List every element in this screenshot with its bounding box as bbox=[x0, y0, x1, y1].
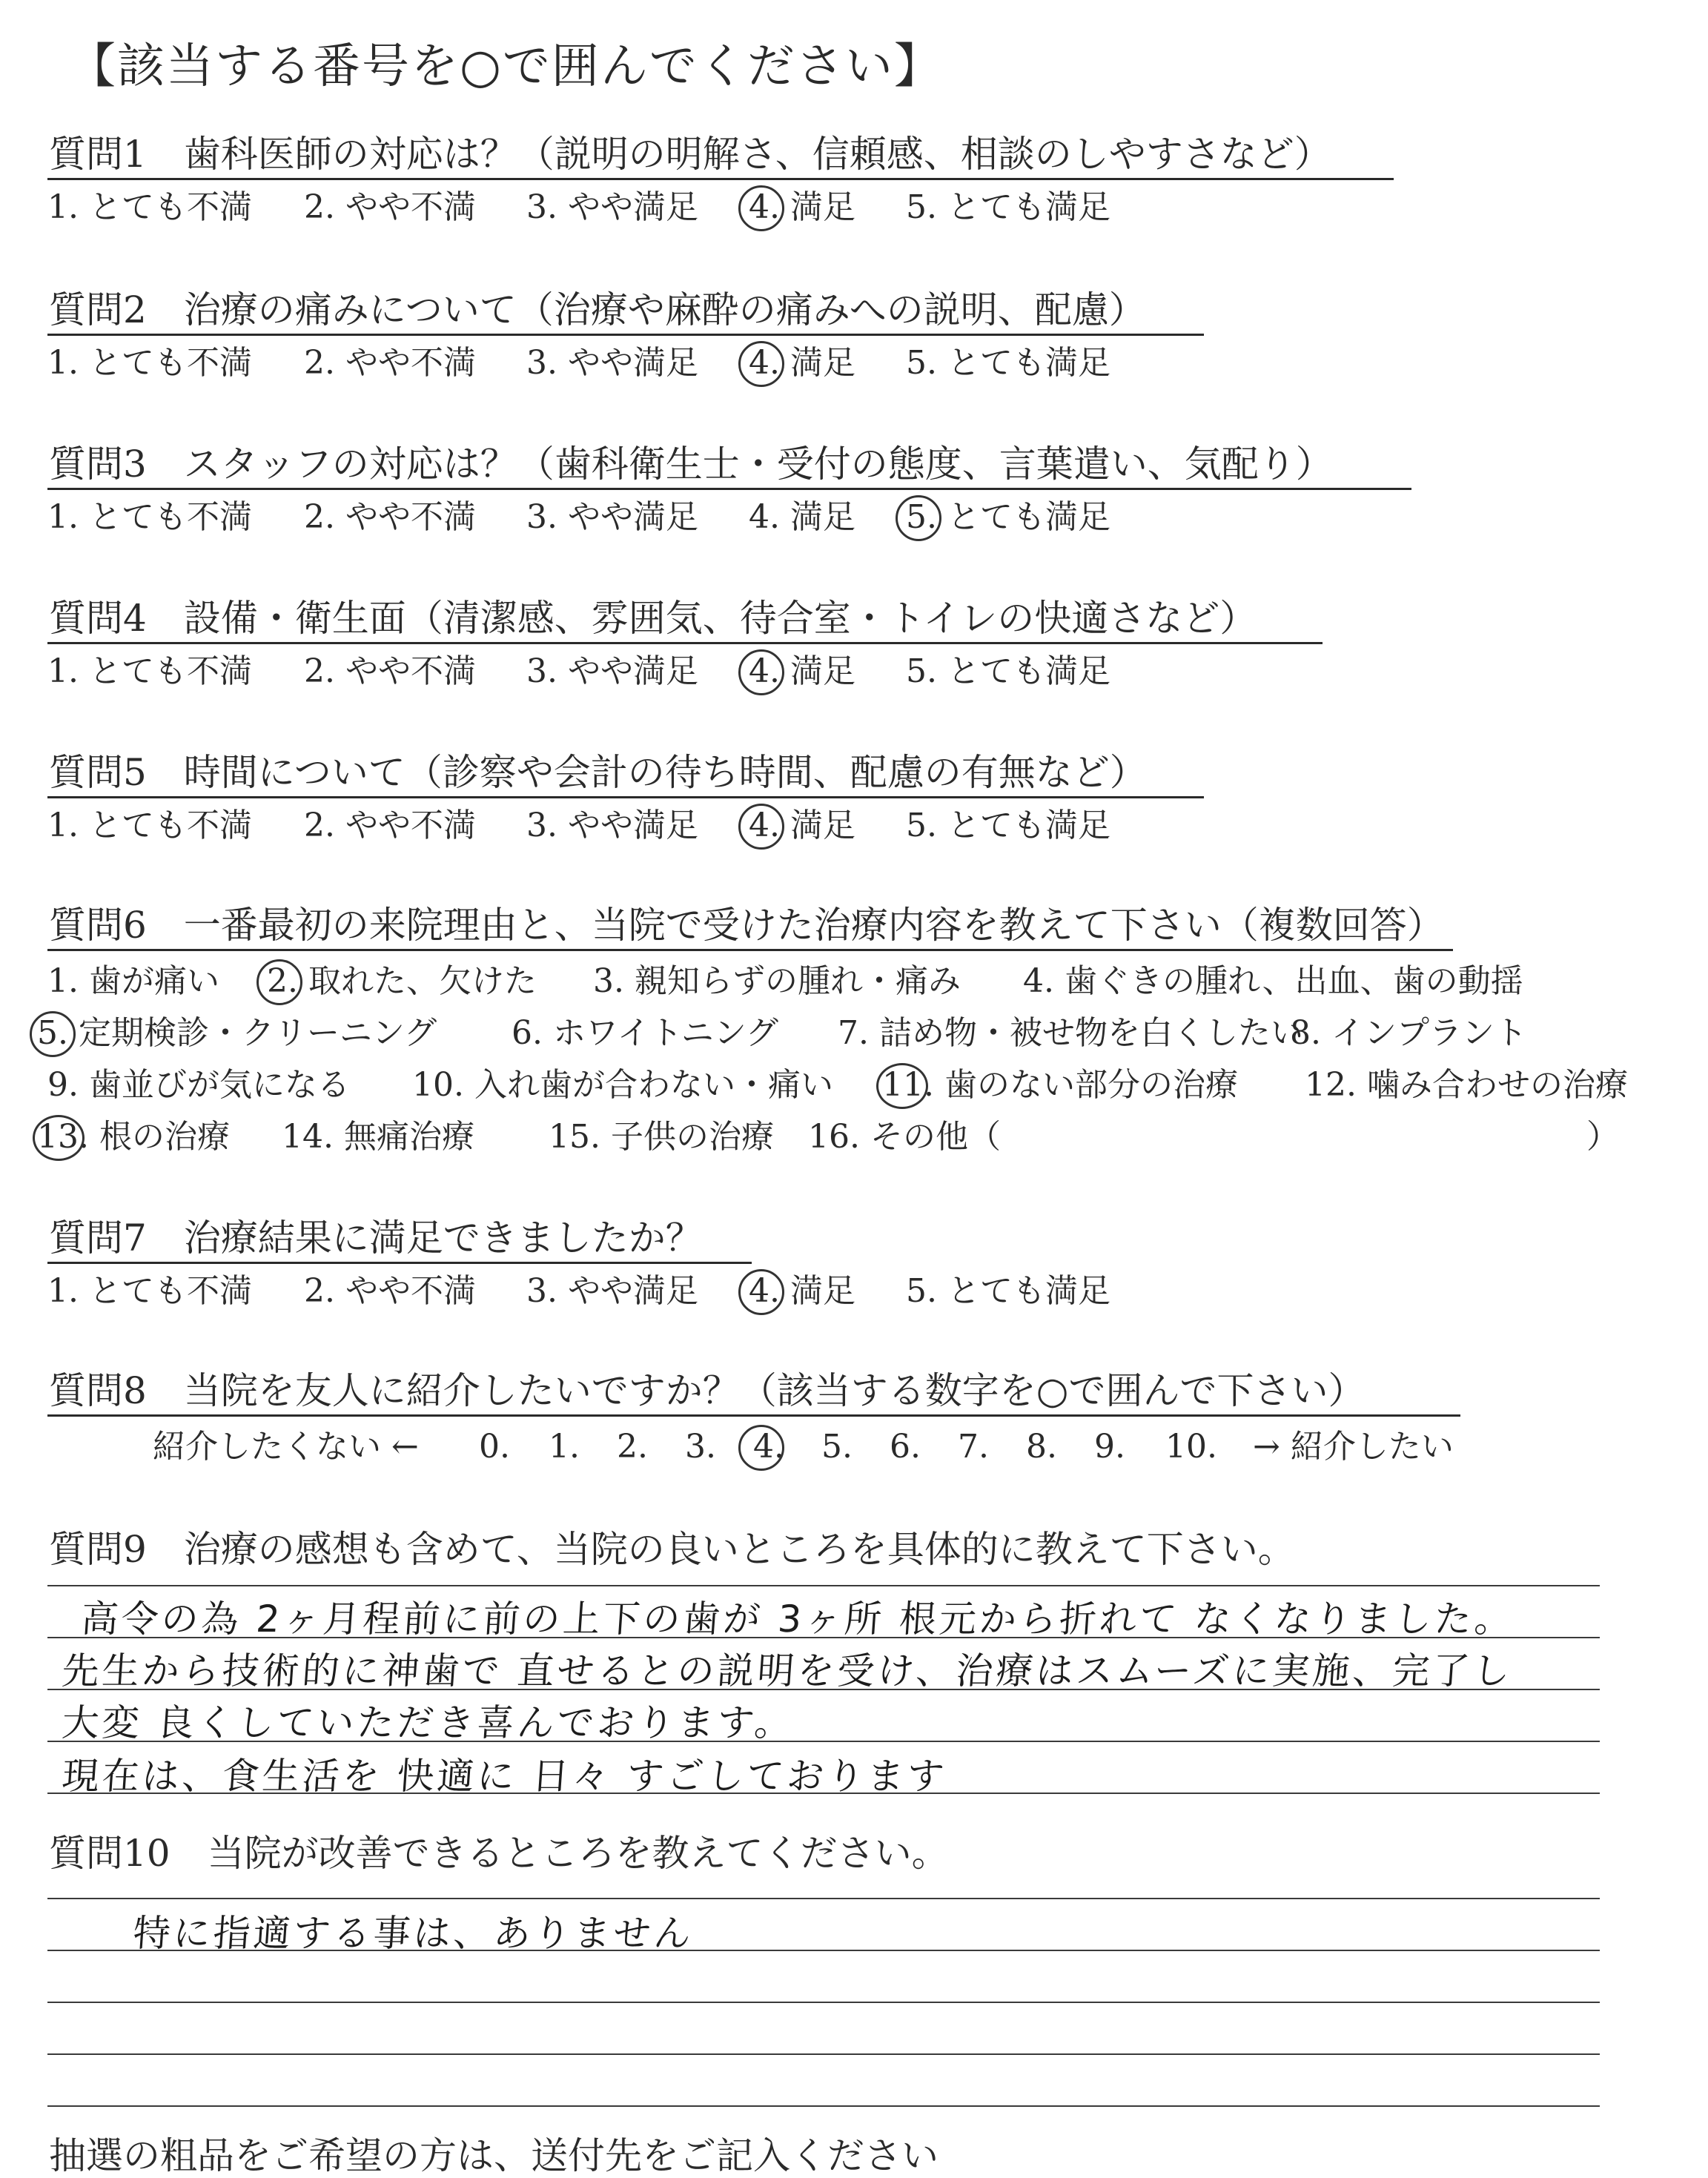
reason-option-12[interactable]: 12. 噛み合わせの治療 bbox=[1305, 1066, 1628, 1104]
answer-rule bbox=[47, 2002, 1600, 2003]
option-2[interactable]: 2. やや不満 bbox=[304, 1272, 476, 1310]
scale-left-label: 紹介したくない ← bbox=[153, 1428, 419, 1466]
answer-rule bbox=[47, 2053, 1600, 2055]
selection-circle-q6-5 bbox=[30, 1011, 76, 1057]
selection-circle-q2 bbox=[738, 341, 784, 387]
option-3[interactable]: 3. やや満足 bbox=[526, 188, 698, 226]
option-4[interactable]: 4. 満足 bbox=[749, 807, 855, 844]
selection-circle-q6-2 bbox=[256, 959, 302, 1005]
question-7-underline bbox=[47, 1262, 752, 1264]
option-1[interactable]: 1. とても不満 bbox=[47, 188, 252, 226]
reason-option-1[interactable]: 1. 歯が痛い bbox=[47, 962, 219, 1000]
selection-circle-q5 bbox=[738, 804, 784, 850]
scale-value-5[interactable]: 5. bbox=[821, 1428, 853, 1466]
option-4[interactable]: 4. 満足 bbox=[749, 498, 855, 536]
scale-value-10[interactable]: 10. bbox=[1165, 1428, 1217, 1466]
reason-option-8[interactable]: 8. インプラント bbox=[1290, 1014, 1527, 1052]
reason-option-2[interactable]: 2. 取れた、欠けた bbox=[267, 962, 537, 1000]
reason-option-14[interactable]: 14. 無痛治療 bbox=[282, 1118, 474, 1156]
option-5[interactable]: 5. とても満足 bbox=[906, 1272, 1110, 1310]
scale-right-label: → 紹介したい bbox=[1253, 1428, 1454, 1466]
selection-circle-q6-11 bbox=[876, 1063, 928, 1109]
handwritten-answer-line: 現在は、食生活を 快適に 日々 すごしております bbox=[60, 1755, 949, 1798]
question-1-underline bbox=[47, 178, 1394, 180]
question-5-underline bbox=[47, 796, 1204, 798]
question-10-title: 質問10 当院が改善できるところを教えてください。 bbox=[49, 1832, 949, 1875]
scale-value-3[interactable]: 3. bbox=[685, 1428, 716, 1466]
scale-value-0[interactable]: 0. bbox=[479, 1428, 510, 1466]
reason-option-10[interactable]: 10. 入れ歯が合わない・痛い bbox=[412, 1066, 833, 1104]
selection-circle-q4 bbox=[738, 649, 784, 695]
question-5-title: 質問5 時間について（診察や会計の待ち時間、配慮の有無など） bbox=[49, 751, 1147, 794]
selection-circle-q1 bbox=[738, 185, 784, 231]
selection-circle-q3 bbox=[896, 495, 941, 541]
reason-option-6[interactable]: 6. ホワイトニング bbox=[512, 1014, 779, 1052]
handwritten-answer-line: 高令の為 2ヶ月程前に前の上下の歯が 3ヶ所 根元から折れて なくなりました。 bbox=[79, 1598, 1516, 1641]
question-3-title: 質問3 スタッフの対応は？（歯科衛生士・受付の態度、言葉遣い、気配り） bbox=[49, 443, 1333, 486]
option-2[interactable]: 2. やや不満 bbox=[304, 498, 476, 536]
option-5[interactable]: 5. とても満足 bbox=[906, 652, 1110, 690]
question-4-title: 質問4 設備・衛生面（清潔感、雰囲気、待合室・トイレの快適さなど） bbox=[49, 597, 1257, 640]
option-1[interactable]: 1. とても不満 bbox=[47, 344, 252, 382]
scale-value-6[interactable]: 6. bbox=[890, 1428, 921, 1466]
question-6-title: 質問6 一番最初の来院理由と、当院で受けた治療内容を教えて下さい（複数回答） bbox=[49, 904, 1444, 947]
answer-rule bbox=[47, 1898, 1600, 1899]
scale-value-8[interactable]: 8. bbox=[1026, 1428, 1057, 1466]
reason-option-13[interactable]: 13. 根の治療 bbox=[37, 1118, 230, 1156]
reason-option-11[interactable]: 11. 歯のない部分の治療 bbox=[882, 1066, 1238, 1104]
option-2[interactable]: 2. やや不満 bbox=[304, 807, 476, 844]
option-1[interactable]: 1. とても不満 bbox=[47, 1272, 252, 1310]
option-5[interactable]: 5. とても満足 bbox=[906, 344, 1110, 382]
other-close-paren: ） bbox=[1586, 1118, 1619, 1156]
reason-option-4[interactable]: 4. 歯ぐきの腫れ、出血、歯の動揺 bbox=[1023, 962, 1523, 1000]
reason-option-5[interactable]: 5. 定期検診・クリーニング bbox=[37, 1014, 437, 1052]
question-4-underline bbox=[47, 642, 1323, 644]
selection-circle-q7 bbox=[738, 1269, 784, 1315]
option-2[interactable]: 2. やや不満 bbox=[304, 652, 476, 690]
option-4[interactable]: 4. 満足 bbox=[749, 188, 855, 226]
question-1-title: 質問1 歯科医師の対応は？（説明の明解さ、信頼感、相談のしやすさなど） bbox=[49, 133, 1331, 176]
question-2-title: 質問2 治療の痛みについて（治療や麻酔の痛みへの説明、配慮） bbox=[49, 288, 1146, 331]
option-5[interactable]: 5. とても満足 bbox=[906, 807, 1110, 844]
option-5[interactable]: 5. とても満足 bbox=[906, 498, 1110, 536]
question-8-title: 質問8 当院を友人に紹介したいですか？（該当する数字を○で囲んで下さい） bbox=[49, 1369, 1366, 1412]
option-3[interactable]: 3. やや満足 bbox=[526, 498, 698, 536]
question-8-underline bbox=[47, 1414, 1460, 1417]
reason-option-16-other[interactable]: 16. その他（ bbox=[808, 1118, 1001, 1156]
reason-option-9[interactable]: 9. 歯並びが気になる bbox=[47, 1066, 350, 1104]
question-2-underline bbox=[47, 334, 1204, 336]
scale-value-2[interactable]: 2. bbox=[617, 1428, 648, 1466]
option-2[interactable]: 2. やや不満 bbox=[304, 188, 476, 226]
selection-circle-q8 bbox=[738, 1425, 784, 1471]
option-3[interactable]: 3. やや満足 bbox=[526, 344, 698, 382]
scale-value-7[interactable]: 7. bbox=[958, 1428, 989, 1466]
option-5[interactable]: 5. とても満足 bbox=[906, 188, 1110, 226]
form-header: 【該当する番号を○で囲んでください】 bbox=[68, 39, 943, 94]
reason-option-7[interactable]: 7. 詰め物・被せ物を白くしたい bbox=[838, 1014, 1303, 1052]
question-6-underline bbox=[47, 949, 1453, 951]
option-4[interactable]: 4. 満足 bbox=[749, 652, 855, 690]
question-3-underline bbox=[47, 488, 1411, 490]
handwritten-answer-line: 大変 良くしていただき喜んでおります。 bbox=[60, 1701, 796, 1744]
option-3[interactable]: 3. やや満足 bbox=[526, 1272, 698, 1310]
option-1[interactable]: 1. とても不満 bbox=[47, 652, 252, 690]
answer-rule bbox=[47, 1585, 1600, 1586]
question-9-title: 質問9 治療の感想も含めて、当院の良いところを具体的に教えて下さい。 bbox=[49, 1528, 1295, 1571]
option-2[interactable]: 2. やや不満 bbox=[304, 344, 476, 382]
selection-circle-q6-13 bbox=[33, 1115, 85, 1161]
handwritten-answer-line: 特に指適する事は、ありません bbox=[131, 1912, 695, 1955]
handwritten-answer-line: 先生から技術的に神歯で 直せるとの説明を受け、治療はスムーズに実施、完了し bbox=[60, 1649, 1515, 1692]
scale-value-1[interactable]: 1. bbox=[549, 1428, 580, 1466]
option-1[interactable]: 1. とても不満 bbox=[47, 498, 252, 536]
reason-option-15[interactable]: 15. 子供の治療 bbox=[549, 1118, 774, 1156]
question-7-title: 質問7 治療結果に満足できましたか？ bbox=[49, 1217, 703, 1260]
scale-value-9[interactable]: 9. bbox=[1094, 1428, 1125, 1466]
answer-rule bbox=[47, 2105, 1600, 2107]
option-4[interactable]: 4. 満足 bbox=[749, 1272, 855, 1310]
option-3[interactable]: 3. やや満足 bbox=[526, 807, 698, 844]
option-1[interactable]: 1. とても不満 bbox=[47, 807, 252, 844]
scale-value-4[interactable]: 4. bbox=[753, 1428, 784, 1466]
footer-text: 抽選の粗品をご希望の方は、送付先をご記入ください bbox=[49, 2134, 939, 2177]
option-3[interactable]: 3. やや満足 bbox=[526, 652, 698, 690]
option-4[interactable]: 4. 満足 bbox=[749, 344, 855, 382]
reason-option-3[interactable]: 3. 親知らずの腫れ・痛み bbox=[593, 962, 961, 1000]
